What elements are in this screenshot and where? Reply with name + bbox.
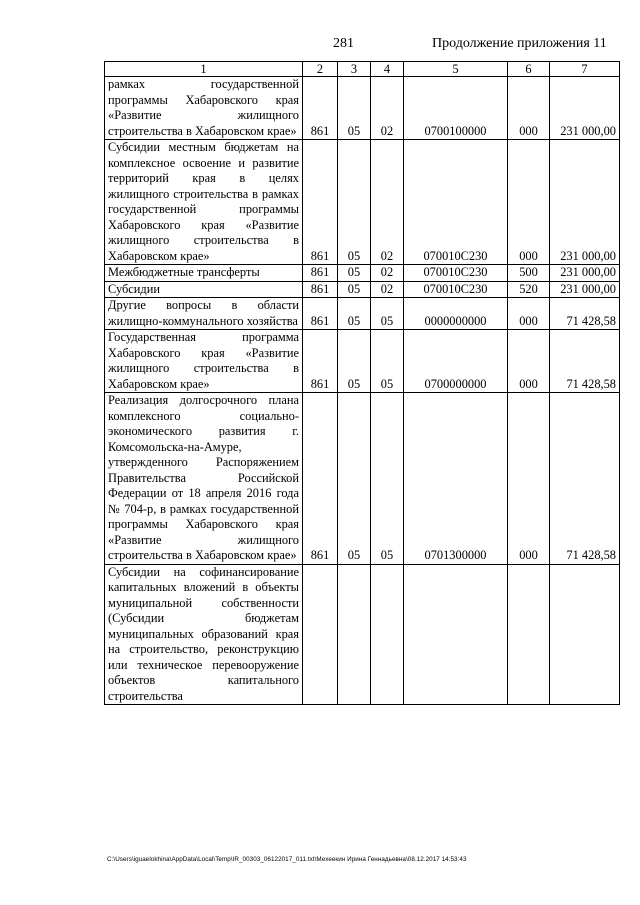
cell-rz: 05: [338, 140, 371, 265]
row-name: Субсидии местным бюджетам на комплексное освоение и развитие территорий края в целях жилищного строительства в рамках государственной программы Хабаровского края «Развитие жилищного строительства в Хабаровском крае»: [105, 140, 303, 265]
cell-ved: 861: [303, 281, 338, 298]
continuation-label: Продолжение приложения 11: [432, 36, 607, 51]
cell-pr: 05: [371, 330, 404, 393]
row-name: Межбюджетные трансферты: [105, 265, 303, 282]
cell-amount: 231 000,00: [550, 77, 620, 140]
cell-rz: 05: [338, 298, 371, 330]
cell-amount: 231 000,00: [550, 265, 620, 282]
cell-pr: 02: [371, 281, 404, 298]
cell-vr: 520: [508, 281, 550, 298]
cell-ved: 861: [303, 298, 338, 330]
cell-pr: 02: [371, 265, 404, 282]
cell-csr: 0000000000: [404, 298, 508, 330]
cell-amount: 71 428,58: [550, 330, 620, 393]
file-path-footer: C:\Users\iguaelokhina\AppData\Local\Temp\IR_00303_06122017_011.txt\Мехеекин Ирина Геннадьевна\08.12.2017 14:53:43: [107, 856, 467, 863]
table-row: [105, 298, 620, 330]
budget-table: [104, 61, 620, 705]
column-header: 6: [508, 62, 550, 77]
cell-csr: [404, 564, 508, 705]
cell-pr: 05: [371, 298, 404, 330]
column-header: 1: [105, 62, 303, 77]
cell-amount: 231 000,00: [550, 140, 620, 265]
cell-pr: [371, 564, 404, 705]
cell-vr: 000: [508, 140, 550, 265]
column-header: 4: [371, 62, 404, 77]
cell-csr: 070010С230: [404, 281, 508, 298]
cell-rz: 05: [338, 77, 371, 140]
table-row: [105, 393, 620, 565]
cell-amount: 71 428,58: [550, 298, 620, 330]
column-header: 2: [303, 62, 338, 77]
row-name: Реализация долгосрочного плана комплексного социально-экономического развития г. Комсомольска-на-Амуре, утвержденного Распоряжением Правительства Российской Федерации от 18 апреля 2016 года № 704-р, в рамках государственной программы Хабаровского края «Развитие жилищного строительства в Хабаровском крае»: [105, 393, 303, 565]
table-row: [105, 330, 620, 393]
row-name: Государственная программа Хабаровского края «Развитие жилищного строительства в Хабаровском крае»: [105, 330, 303, 393]
table-row: [105, 564, 620, 705]
cell-vr: 000: [508, 393, 550, 565]
cell-ved: 861: [303, 393, 338, 565]
cell-amount: 231 000,00: [550, 281, 620, 298]
cell-rz: 05: [338, 281, 371, 298]
cell-ved: 861: [303, 330, 338, 393]
cell-pr: 05: [371, 393, 404, 565]
cell-rz: 05: [338, 393, 371, 565]
cell-amount: [550, 564, 620, 705]
cell-ved: 861: [303, 77, 338, 140]
cell-rz: 05: [338, 265, 371, 282]
cell-ved: 861: [303, 140, 338, 265]
column-header: 5: [404, 62, 508, 77]
column-header: 3: [338, 62, 371, 77]
row-name: Субсидии: [105, 281, 303, 298]
table-row: [105, 265, 620, 282]
cell-rz: 05: [338, 330, 371, 393]
cell-vr: [508, 564, 550, 705]
cell-csr: 0701300000: [404, 393, 508, 565]
cell-csr: 070010С230: [404, 140, 508, 265]
cell-pr: 02: [371, 140, 404, 265]
cell-rz: [338, 564, 371, 705]
row-name: рамках государственной программы Хабаровского края «Развитие жилищного строительства в Хабаровском крае»: [105, 77, 303, 140]
table-row: [105, 77, 620, 140]
cell-amount: 71 428,58: [550, 393, 620, 565]
cell-csr: 0700000000: [404, 330, 508, 393]
cell-vr: 000: [508, 298, 550, 330]
cell-ved: [303, 564, 338, 705]
cell-csr: 070010С230: [404, 265, 508, 282]
column-header: 7: [550, 62, 620, 77]
table-row: [105, 140, 620, 265]
table-row: [105, 281, 620, 298]
cell-pr: 02: [371, 77, 404, 140]
table-header-row: [105, 62, 620, 77]
cell-vr: 500: [508, 265, 550, 282]
cell-ved: 861: [303, 265, 338, 282]
cell-vr: 000: [508, 330, 550, 393]
cell-vr: 000: [508, 77, 550, 140]
row-name: Другие вопросы в области жилищно-коммунального хозяйства: [105, 298, 303, 330]
row-name: Субсидии на софинансирование капитальных вложений в объекты муниципальной собственности (Субсидии бюджетам муниципальных образований края на строительство, реконструкцию или техническое перевооружение объектов капитального строительства: [105, 564, 303, 705]
page-number: 281: [333, 36, 354, 51]
cell-csr: 0700100000: [404, 77, 508, 140]
